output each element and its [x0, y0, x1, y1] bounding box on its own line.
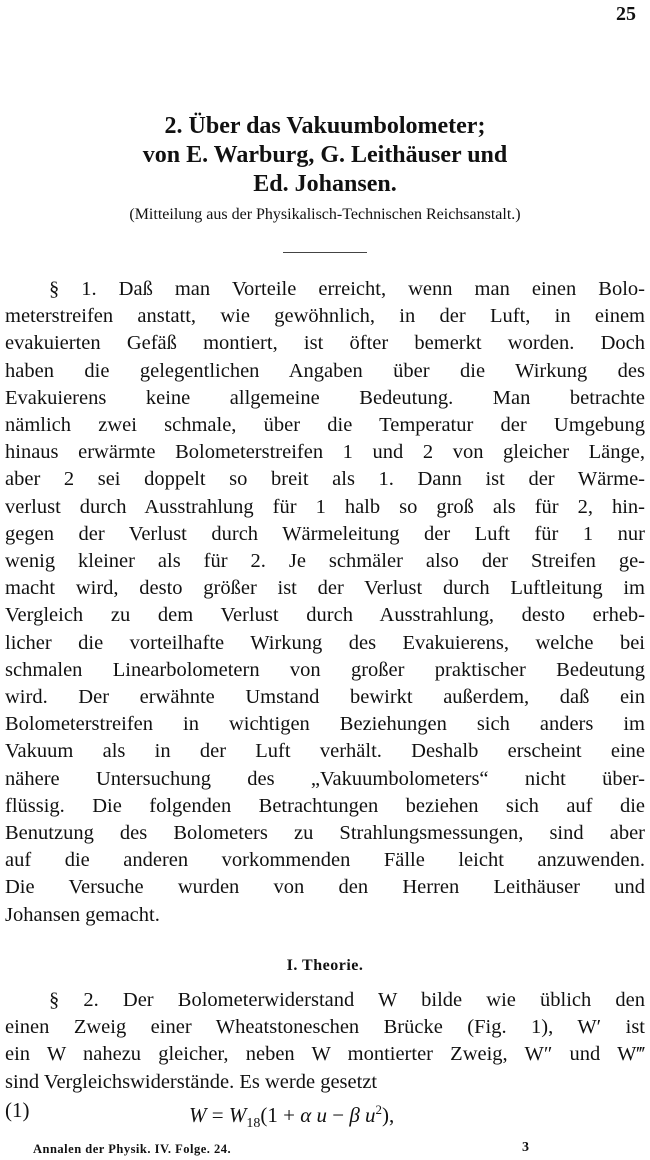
title-line-1: 2. Über das Vakuumbolometer; — [164, 113, 486, 139]
eq-alpha: α — [300, 1103, 312, 1127]
eq-close: ), — [382, 1103, 395, 1127]
text-line: nämlich zwei schmale, über die Temperatur der Umgebung — [5, 414, 645, 437]
text-line: Vakuum als in der Luft verhält. Deshalb erscheint eine — [5, 740, 645, 763]
text-line: hinaus erwärmte Bolometerstreifen 1 und 2 von gleicher Länge, — [5, 441, 645, 464]
eq-u1: u — [311, 1103, 327, 1127]
paragraph-1 — [5, 276, 645, 929]
page-number: 25 — [616, 3, 636, 25]
article-title — [0, 112, 650, 225]
title-divider — [283, 252, 367, 253]
text-line: ein W nahezu gleicher, neben W montierter Zweig, W″ und W‴ — [5, 1043, 645, 1066]
text-line: Benutzung des Bolometers zu Strahlungsmessungen, sind aber — [5, 822, 645, 845]
text-line: haben die gelegentlichen Angaben über die Wirkung des — [5, 359, 645, 382]
footer-journal: Annalen der Physik. IV. Folge. 24. — [33, 1142, 232, 1156]
text-line: gegen der Verlust durch Wärmeleitung der Luft für 1 nur — [5, 522, 645, 545]
text-line: flüssig. Die folgenden Betrachtungen beziehen sich auf die — [5, 794, 645, 817]
text-line: wird. Der erwähnte Umstand bewirkt außerdem, daß ein — [5, 686, 645, 709]
text-line: § 2. Der Bolometerwiderstand W bilde wie üblich den — [49, 989, 645, 1011]
text-line: verlust durch Ausstrahlung für 1 halb so groß als für 2, hin- — [5, 495, 645, 518]
eq-subscript: 18 — [246, 1116, 261, 1132]
text-line: aber 2 sei doppelt so breit als 1. Dann ist der Wärme- — [5, 468, 645, 491]
text-line: einen Zweig einer Wheatstoneschen Brücke (Fig. 1), W′ ist — [5, 1016, 645, 1039]
text-line: Bolometerstreifen in wichtigen Beziehungen sich anders im — [5, 713, 645, 736]
eq-power: 2 — [375, 1102, 383, 1117]
eq-w: W — [228, 1103, 247, 1127]
footer-signature: 3 — [522, 1140, 529, 1155]
text-line: sind Vergleichswiderstände. Es werde gesetzt — [5, 1070, 378, 1093]
affiliation: (Mitteilung aus der Physikalisch-Technischen Reichsanstalt.) — [129, 206, 521, 223]
text-line: schmalen Linearbolometern von großer praktischer Bedeutung — [5, 658, 645, 681]
equation-number: (1) — [5, 1098, 30, 1122]
text-line: macht wird, desto größer ist der Verlust durch Luftleitung im — [5, 577, 645, 600]
text-line: auf die anderen vorkommenden Fälle leicht anzuwenden. — [5, 849, 645, 872]
text-line: meterstreifen anstatt, wie gewöhnlich, in der Luft, in einem — [5, 305, 645, 328]
text-line: licher die vorteilhafte Wirkung des Evakuierens, welche bei — [5, 631, 645, 654]
eq-minus: − — [326, 1103, 350, 1127]
text-line: nähere Untersuchung des „Vakuumbolometers“ nicht über- — [5, 767, 645, 790]
text-line: wenig kleiner als für 2. Je schmäler also der Streifen ge- — [5, 550, 645, 573]
eq-equals: = — [206, 1103, 229, 1127]
eq-beta: β — [349, 1103, 360, 1127]
equation-body — [189, 1096, 394, 1138]
eq-u2: u — [359, 1103, 376, 1127]
text-line: Evakuierens keine allgemeine Bedeutung. Man betrachte — [5, 386, 645, 409]
title-line-3: Ed. Johansen. — [253, 171, 397, 197]
text-line: Vergleich zu dem Verlust durch Ausstrahlung, desto erheb- — [5, 604, 645, 627]
paragraph-2 — [5, 987, 645, 1096]
eq-lhs: W — [189, 1103, 207, 1127]
text-line: Johansen gemacht. — [5, 903, 160, 926]
text-line: evakuierten Gefäß montiert, ist öfter bemerkt worden. Doch — [5, 332, 645, 355]
title-line-2: von E. Warburg, G. Leithäuser und — [142, 142, 508, 168]
text-line: § 1. Daß man Vorteile erreicht, wenn man einen Bolo- — [49, 278, 645, 300]
text-line: Die Versuche wurden von den Herren Leithäuser und — [5, 876, 645, 899]
section-heading: I. Theorie. — [286, 957, 364, 974]
eq-open: (1 + — [260, 1103, 301, 1127]
